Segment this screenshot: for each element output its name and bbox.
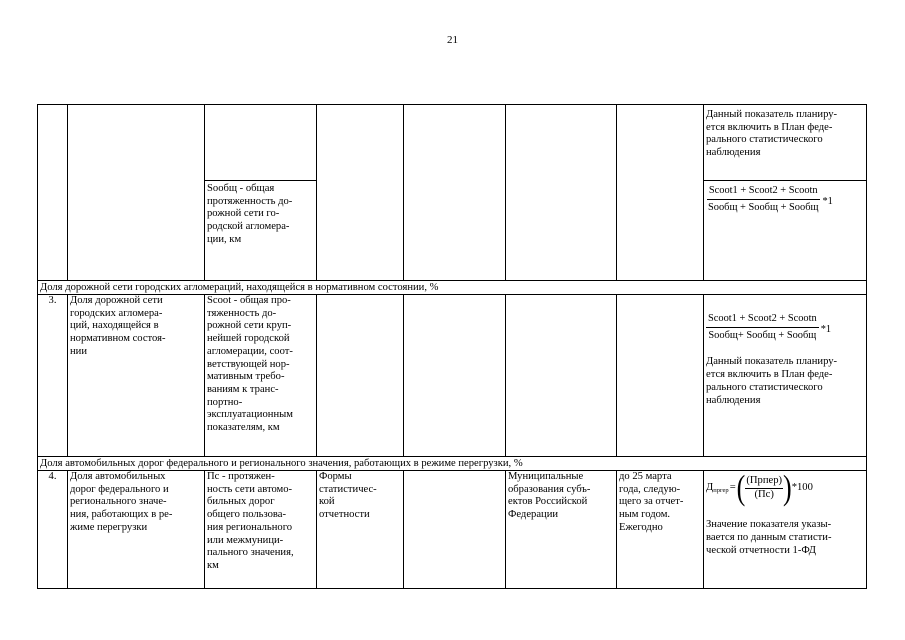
table-row [38,471,867,589]
empty-cell [404,471,506,589]
definition-cell: Пс - протяжен- ность сети автомо- бильных дорог общего пользова- ния регионального или межмуници- пального значения, км [205,471,317,589]
indicator-name: Доля автомобильных дорог федерального и регионального значе- ния, работающих в ре- жиме перегрузки [68,471,205,589]
page-number: 21 [447,34,458,46]
row-number: 4. [38,471,68,589]
note-text: Данный показатель планиру- ется включить в План феде- рального статистического наблюдения [704,105,867,181]
note-text: Данный показатель планиру- ется включить в План феде- рального статистического наблюдения [706,356,838,406]
table-row [38,295,867,457]
responsible-cell: Муниципальные образования субъ- ектов Российской Федерации [506,471,617,589]
formula-lhs: Д [706,481,714,493]
indicators-table [37,104,867,589]
section-header-row [38,457,867,471]
note-text: Значение показателя указы- вается по данным статисти- ческой отчетности 1-ФД [706,519,832,556]
formula-cell [704,471,867,589]
table-row [38,105,867,181]
formula-numerator: Scoot1 + Scoot2 + Scootn [706,313,819,328]
source-forms: Формы статистичес- кой отчетности [317,471,404,589]
row-number: 3. [38,295,68,457]
formula-multiplier: *1 [820,324,832,336]
formula-numerator: Scoot1 + Scoot2 + Scootn [707,185,820,200]
section-header-row [38,281,867,295]
definition-cell: Soобщ - общая протяженность до- рожной сети го- родской агломера- ции, км [205,181,317,281]
formula-multiplier: *1 [822,196,833,208]
formula [706,313,831,342]
section-title: Доля автомобильных дорог федерального и регионального значения, работающих в режиме перегрузки, % [38,457,867,471]
formula-denominator: Soобщ + Soобщ + Soобщ [708,201,819,213]
formula-multiplier: *100 [791,481,813,493]
indicator-name: Доля дорожной сети городских агломера- ций, находящейся в нормативном состоя- нии [68,295,205,457]
formula-cell [704,181,867,281]
formula [706,185,833,214]
formula-numerator: (Прпер) [745,475,783,489]
formula: Д пргер = ( (Прпер) (Пс) ) *100 [706,470,813,508]
formula-lhs-subscript: пргер [713,486,729,494]
section-title: Доля дорожной сети городских агломераций, находящейся в нормативном состоянии, % [38,281,867,295]
deadline-cell: до 25 марта года, следую- щего за отчет- ным годом. Ежегодно [617,471,704,589]
formula-cell [704,295,867,457]
formula-denominator: (Пс) [754,488,774,500]
formula-denominator: Soобщ+ Soобщ + Soобщ [708,329,817,341]
definition-cell: Scoot - общая про- тяженность до- рожной сети круп- нейшей городской агломерации, соот- ветствующей нор- мативным требо- ваниям к транс- портно- эксплуатационным показателям, км [205,295,317,457]
